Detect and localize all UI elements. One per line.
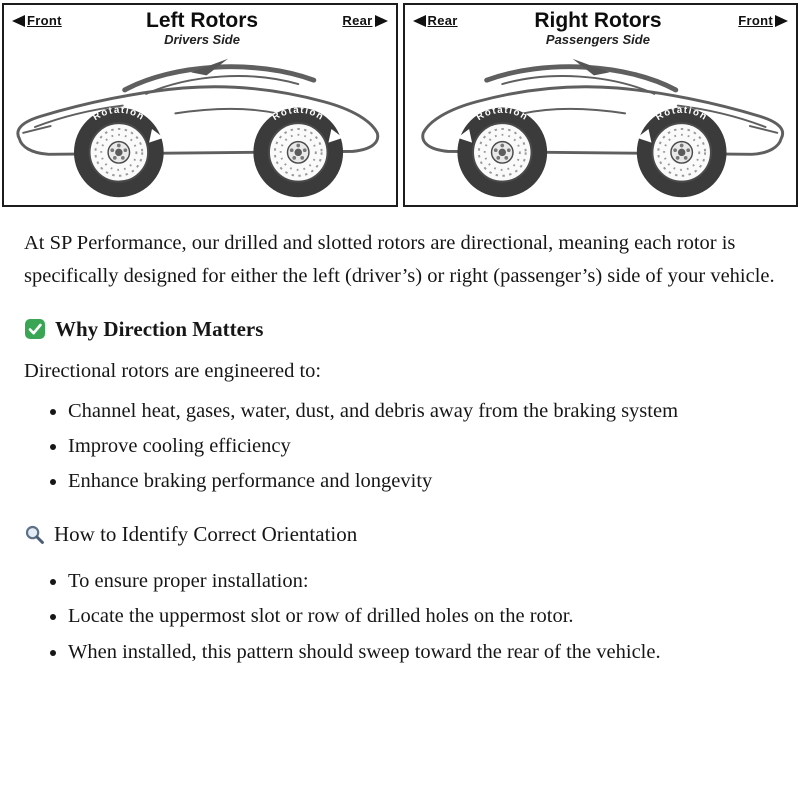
list-item: • Improve cooling efficiency — [68, 430, 776, 462]
article-content — [0, 207, 800, 700]
svg-text:Rotation: Rotation — [270, 104, 327, 124]
heading-text: Why Direction Matters — [55, 316, 264, 341]
panel-subtitle: Passengers Side — [545, 32, 650, 48]
rear-direction-label — [342, 13, 387, 28]
direction-text: Rear — [427, 13, 458, 28]
wheel-rotor-graphic — [636, 108, 726, 198]
right-panel-header — [405, 5, 797, 47]
wheel-rotor-graphic — [253, 108, 343, 198]
list-item: • Channel heat, gases, water, dust, and debris away from the braking system — [68, 395, 776, 427]
magnifying-glass-icon — [24, 524, 45, 545]
heading-text: How to Identify Correct Orientation — [54, 521, 358, 546]
check-mark-icon — [24, 318, 46, 340]
benefits-list — [24, 395, 776, 498]
panel-titles — [458, 10, 739, 47]
list-item: • To ensure proper installation: — [68, 565, 776, 597]
orientation-steps-list — [24, 565, 776, 668]
svg-text:Rotation: Rotation — [653, 104, 710, 124]
arrow-left-icon — [12, 15, 25, 27]
right-rotors-panel — [403, 3, 799, 207]
direction-text: Front — [27, 13, 62, 28]
list-item: • Locate the uppermost slot or row of drilled holes on the rotor. — [68, 600, 776, 632]
list-item: • When installed, this pattern should sweep toward the rear of the vehicle. — [68, 636, 776, 668]
right-car-illustration — [405, 49, 797, 205]
direction-text: Front — [738, 13, 773, 28]
svg-text:Rotation: Rotation — [90, 104, 147, 124]
left-car-illustration — [4, 49, 396, 205]
section-heading-why-direction-matters — [24, 317, 776, 342]
left-panel-header — [4, 5, 396, 47]
intro-paragraph: At SP Performance, our drilled and slotted rotors are directional, meaning each rotor is specifically designed for either the left (driver’s) or right (passenger’s) side of your vehicle. — [24, 232, 775, 287]
rotor-direction-diagram — [0, 0, 800, 207]
left-rotors-panel — [2, 3, 398, 207]
section-lead: Directional rotors are engineered to: — [24, 359, 322, 382]
arrow-left-icon — [413, 15, 426, 27]
rear-direction-label — [413, 13, 458, 28]
panel-title: Right Rotors — [534, 9, 662, 32]
arrow-right-icon — [375, 15, 388, 27]
list-item: • Enhance braking performance and longevity — [68, 465, 776, 497]
svg-text:Rotation: Rotation — [473, 104, 530, 124]
arrow-right-icon — [775, 15, 788, 27]
front-direction-label — [738, 13, 788, 28]
front-direction-label — [12, 13, 62, 28]
wheel-rotor-graphic — [457, 108, 547, 198]
panel-titles — [62, 10, 343, 47]
direction-text: Rear — [342, 13, 373, 28]
wheel-rotor-graphic — [74, 108, 164, 198]
panel-title: Left Rotors — [146, 9, 259, 32]
section-heading-identify-orientation — [24, 522, 776, 547]
panel-subtitle: Drivers Side — [164, 32, 240, 48]
